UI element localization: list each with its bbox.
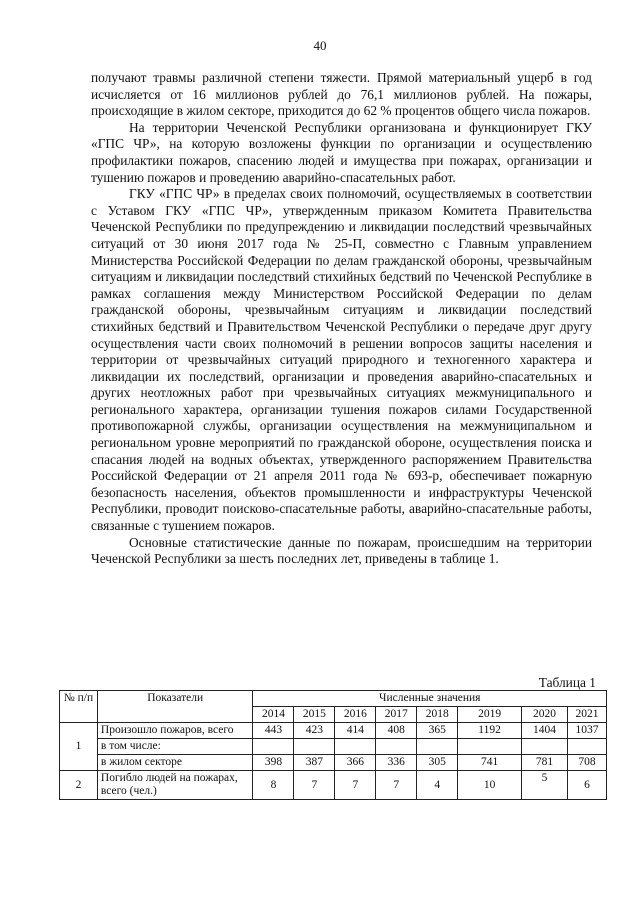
- cell: 10: [458, 771, 522, 800]
- cell: 5: [522, 771, 568, 800]
- cell: 365: [417, 723, 458, 739]
- cell: 398: [253, 755, 294, 771]
- cell: 7: [294, 771, 335, 800]
- paragraph-2: На территории Чеченской Республики организована и функционирует ГКУ «ГПС ЧР», на которую возложены функции по организации и осуществлению профилактики пожаров, спасению людей и имущества при пожарах, организации и тушению пожаров и проведению аварийно-спасательных работ.: [91, 119, 592, 185]
- statistics-table: [59, 690, 607, 800]
- cell: 387: [294, 755, 335, 771]
- paragraph-3: ГКУ «ГПС ЧР» в пределах своих полномочий, осуществляемых в соответствии с Уставом ГКУ «ГПС ЧР», утвержденным приказом Комитета Правительства Чеченской Республики по предупреждению и ликвидации последствий чрезвычайных ситуаций от 30 июня 2017 года № 25-П, совместно с Главным управлением Министерства Российской Федерации по делам гражданской обороны, чрезвычайным ситуациям и ликвидации последствий стихийных бедствий по Чеченской Республике в рамках соглашения между Министерством Российской Федерации по делам гражданской обороны, чрезвычайным ситуациям и ликвидации последствий стихийных бедствий и Правительством Чеченской Республики о передаче друг другу осуществления части своих полномочий в решении вопросов защиты населения и территории от чрезвычайных ситуаций природного и техногенного характера и ликвидации их последствий, организации и проведения аварийно-спасательных и других неотложных работ при чрезвычайных ситуациях межмуниципального и регионального характера, организации тушения пожаров силами Государственной противопожарной службы, организации осуществления на межмуниципальном и региональном уровне мероприятий по гражданской обороне, осуществления поиска и спасания людей на водных объектах, утвержденного распоряжением Правительства Российской Федерации от 21 апреля 2011 года № 693-р, обеспечивает пожарную безопасность населения, объектов промышленности и инфраструктуры Чеченской Республики, проводит поисково-спасательные работы, аварийно-спасательные работы, связанные с тушением пожаров.: [91, 186, 592, 534]
- header-values: Численные значения: [253, 691, 607, 707]
- row-num: 1: [60, 723, 98, 771]
- page-number: 40: [313, 38, 327, 53]
- year-2016: 2016: [335, 707, 376, 723]
- row-label: Произошло пожаров, всего: [97, 723, 253, 739]
- paragraph-1: получают травмы различной степени тяжести. Прямой материальный ущерб в год исчисляется от 16 миллионов рублей до 76,1 миллионов рублей. На пожары, происходящие в жилом секторе, приходится до 62 % процентов общего числа пожаров.: [91, 70, 592, 119]
- table-row: [60, 723, 607, 739]
- cell: 741: [458, 755, 522, 771]
- header-num: № п/п: [60, 691, 98, 723]
- year-2015: 2015: [294, 707, 335, 723]
- row-label: в том числе:: [97, 739, 253, 755]
- row-num: 2: [60, 771, 98, 800]
- cell: 443: [253, 723, 294, 739]
- table-row: [60, 755, 607, 771]
- cell: 336: [376, 755, 417, 771]
- cell: 414: [335, 723, 376, 739]
- cell: 305: [417, 755, 458, 771]
- year-2020: 2020: [522, 707, 568, 723]
- table-row: [60, 771, 607, 800]
- cell: 708: [567, 755, 606, 771]
- year-2018: 2018: [417, 707, 458, 723]
- cell: 4: [417, 771, 458, 800]
- paragraph-4: Основные статистические данные по пожарам, происшедшим на территории Чеченской Республики за шесть последних лет, приведены в таблице 1.: [91, 534, 592, 567]
- year-2019: 2019: [458, 707, 522, 723]
- cell: 1037: [567, 723, 606, 739]
- table-row: [60, 739, 607, 755]
- year-2021: 2021: [567, 707, 606, 723]
- body-text: [91, 70, 592, 568]
- cell: 7: [335, 771, 376, 800]
- year-2017: 2017: [376, 707, 417, 723]
- header-indicator: Показатели: [97, 691, 253, 723]
- cell: 423: [294, 723, 335, 739]
- cell: 7: [376, 771, 417, 800]
- row-label: Погибло людей на пожарах, всего (чел.): [97, 771, 253, 800]
- cell: 366: [335, 755, 376, 771]
- table-caption: Таблица 1: [538, 675, 596, 690]
- cell: 1192: [458, 723, 522, 739]
- table-header-row: [60, 691, 607, 707]
- year-2014: 2014: [253, 707, 294, 723]
- row-label: в жилом секторе: [97, 755, 253, 771]
- cell: 6: [567, 771, 606, 800]
- cell: 408: [376, 723, 417, 739]
- cell: 1404: [522, 723, 568, 739]
- cell: 8: [253, 771, 294, 800]
- cell: 781: [522, 755, 568, 771]
